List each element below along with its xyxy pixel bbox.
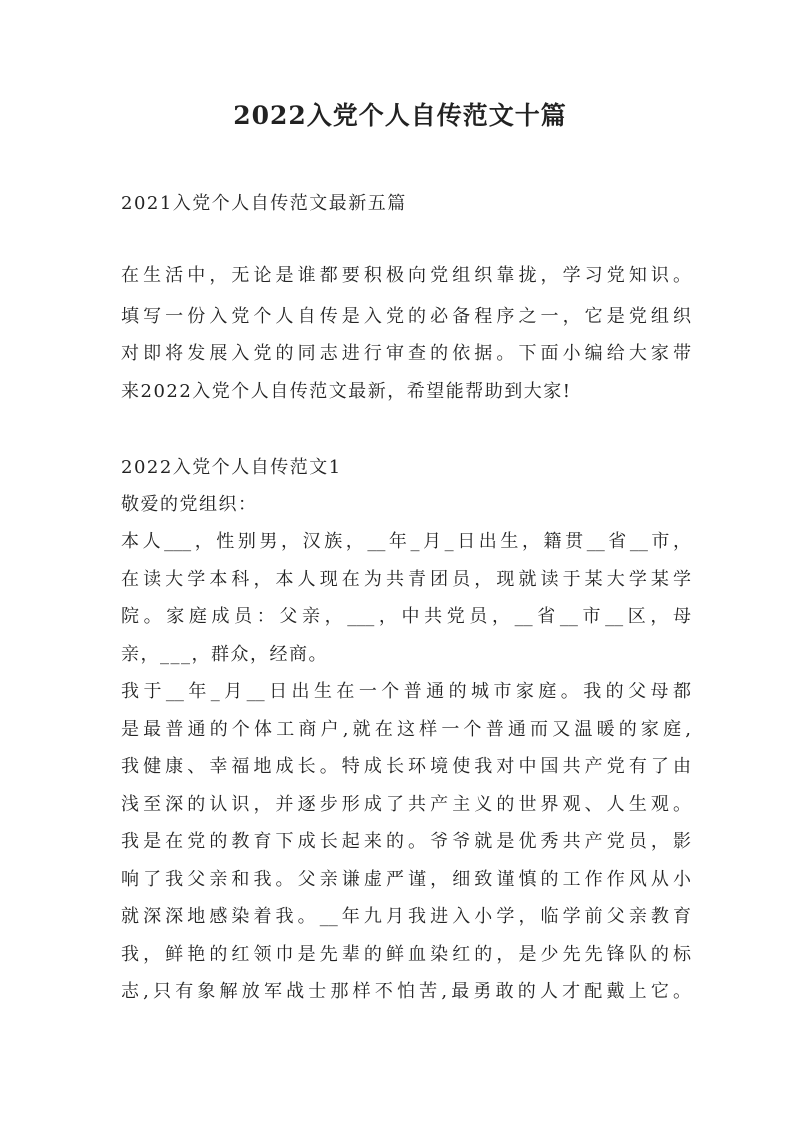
- intro-line-1: 在生活中，无论是谁都要积极向党组织靠拢，学习党知识。: [121, 265, 691, 286]
- salutation: 敬爱的党组织：: [121, 494, 258, 515]
- body-line-4: 亲，___，群众，经商。: [121, 644, 328, 665]
- body-line-8: 浅至深的认识，并逐步形成了共产主义的世界观、人生观。: [121, 794, 691, 815]
- body-line-2: 在读大学本科，本人现在为共青团员，现就读于某大学某学: [121, 569, 691, 590]
- intro-line-3: 对即将发展入党的同志进行审查的依据。下面小编给大家带: [121, 343, 691, 364]
- intro-line-4: 来2022入党个人自传范文最新，希望能帮助到大家!: [121, 381, 572, 402]
- body-line-6: 是最普通的个体工商户,就在这样一个普通而又温暖的家庭,: [121, 719, 691, 740]
- body-line-1: 本人___，性别男，汉族，__年_月_日出生，籍贯__省__市，: [121, 531, 691, 552]
- body-line-5: 我于__年_月__日出生在一个普通的城市家庭。我的父母都: [121, 681, 691, 702]
- section-heading: 2022入党个人自传范文1: [121, 457, 342, 478]
- body-line-11: 就深深地感染着我。__年九月我进入小学，临学前父亲教育: [121, 906, 691, 927]
- body-line-9: 我是在党的教育下成长起来的。爷爷就是优秀共产党员，影: [121, 831, 691, 852]
- document-title: 2022入党个人自传范文十篇: [233, 101, 567, 130]
- body-line-12: 我，鲜艳的红领巾是先辈的鲜血染红的，是少先先锋队的标: [121, 944, 691, 965]
- body-line-13: 志,只有象解放军战士那样不怕苦,最勇敢的人才配戴上它。: [121, 981, 691, 1002]
- body-line-10: 响了我父亲和我。父亲谦虚严谨，细致谨慎的工作作风从小: [121, 869, 691, 890]
- body-line-7: 我健康、幸福地成长。特成长环境使我对中国共产党有了由: [121, 756, 691, 777]
- intro-line-2: 填写一份入党个人自传是入党的必备程序之一，它是党组织: [121, 306, 691, 327]
- subtitle: 2021入党个人自传范文最新五篇: [121, 193, 407, 214]
- body-line-3: 院。家庭成员：父亲，___，中共党员，__省__市__区，母: [121, 606, 691, 627]
